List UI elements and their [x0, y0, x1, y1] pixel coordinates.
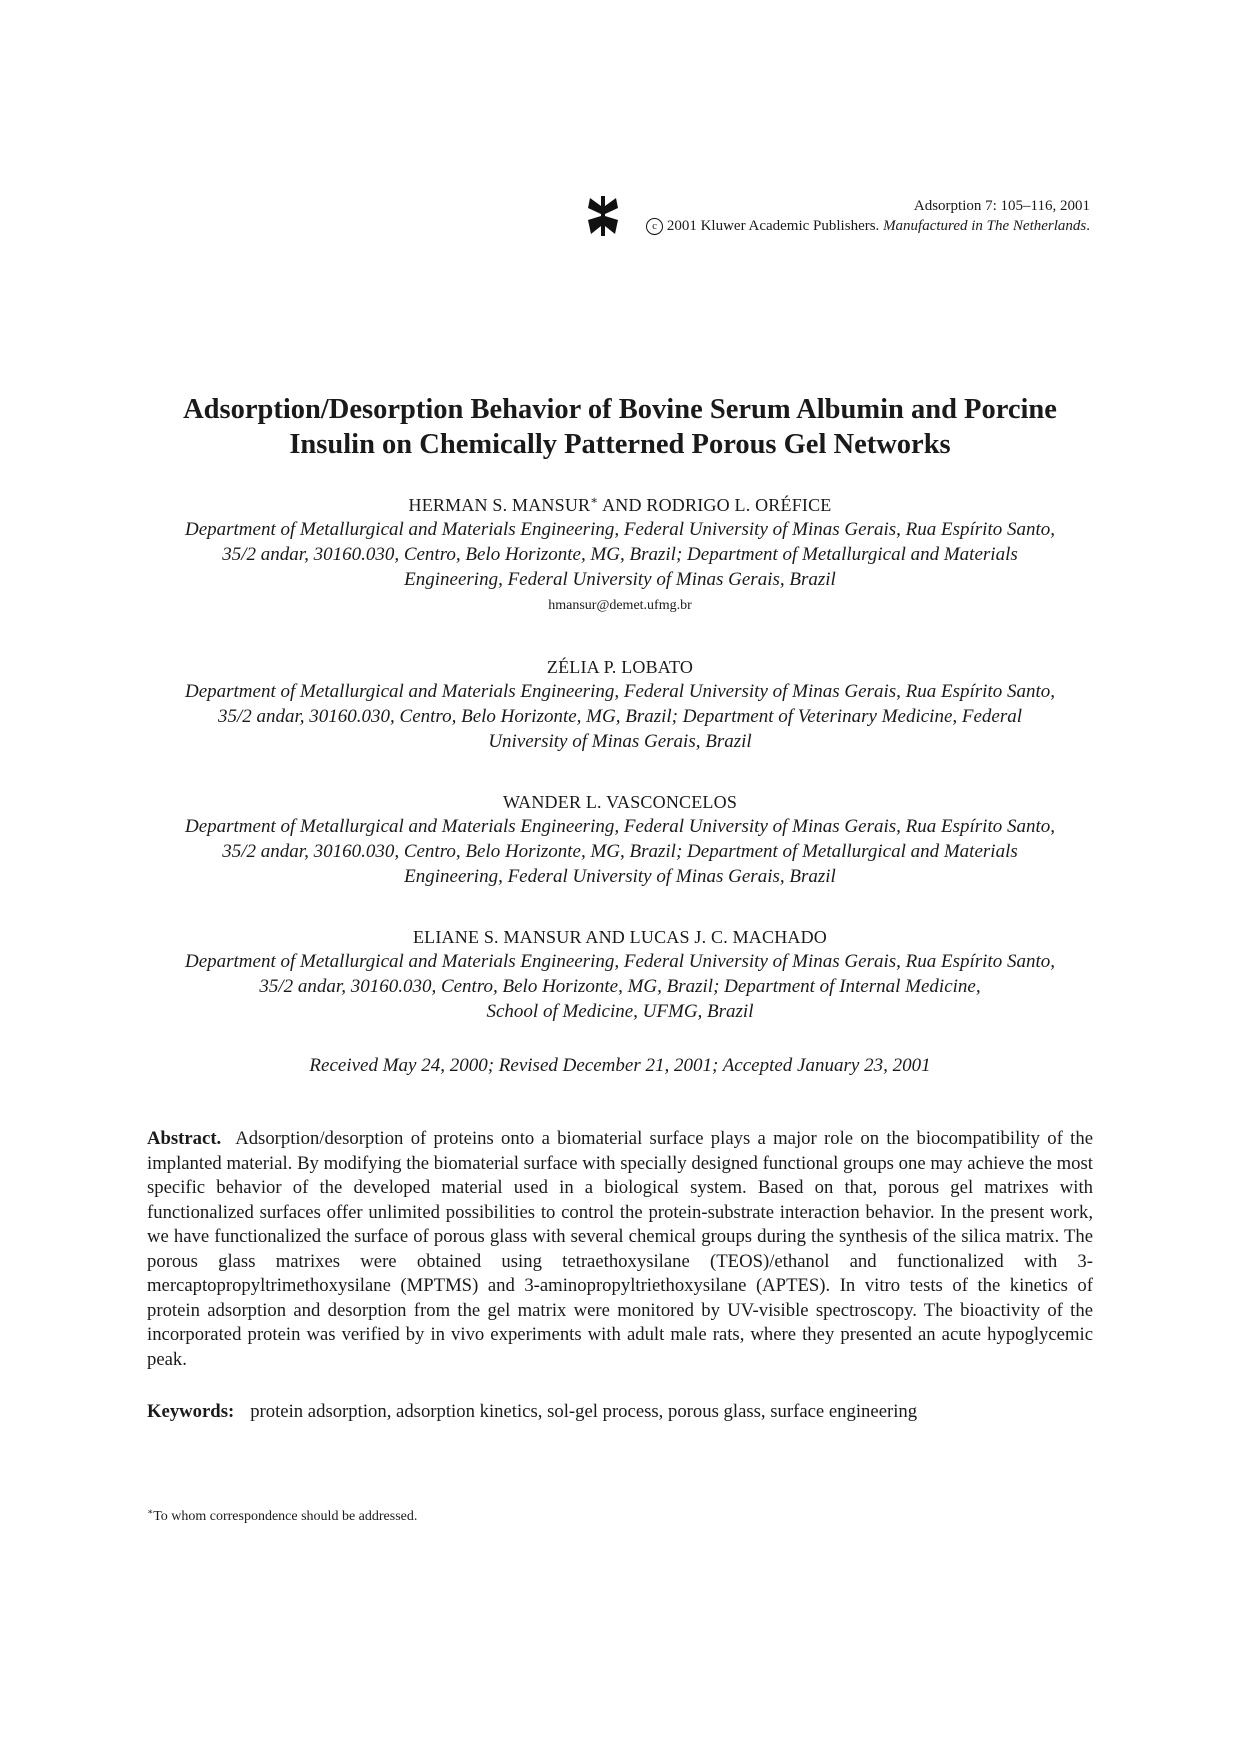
- received-dates: Received May 24, 2000; Revised December 21, 2001; Accepted January 23, 2001: [309, 1055, 931, 1076]
- abstract: [147, 1127, 1093, 1372]
- author-group-4: [130, 925, 1110, 1024]
- author-names: ELIANE S. MANSUR AND LUCAS J. C. MACHADO: [412, 927, 828, 947]
- title-line-1: Adsorption/Desorption Behavior of Bovine Serum Albumin and Porcine: [183, 394, 1057, 425]
- author-names: HERMAN S. MANSUR∗ AND RODRIGO L. ORÉFICE: [408, 494, 832, 515]
- footnote-mark: ∗: [147, 1506, 154, 1517]
- affiliation: Department of Metallurgical and Materials Engineering, Federal University of Minas Gerais, Rua Espírito Santo, 35/2 andar, 30160.030, Centro, Belo Horizonte, MG, Brazil; Department of Veterinary Medicine, Federal University of Minas Gerais, Brazil: [184, 681, 1056, 752]
- author-names: WANDER L. VASCONCELOS: [502, 792, 738, 812]
- keywords-text: protein adsorption, adsorption kinetics, sol-gel process, porous glass, surface engineering: [250, 1401, 918, 1422]
- affiliation: Department of Metallurgical and Materials Engineering, Federal University of Minas Gerais, Rua Espírito Santo, 35/2 andar, 30160.030, Centro, Belo Horizonte, MG, Brazil; Department of Metallurgical and Materials Engineering, Federal University of Minas Gerais, Brazil: [184, 519, 1056, 590]
- author-group-3: [130, 790, 1110, 889]
- keywords-label: Keywords:: [147, 1401, 235, 1422]
- affiliation: Department of Metallurgical and Materials Engineering, Federal University of Minas Gerais, Rua Espírito Santo, 35/2 andar, 30160.030, Centro, Belo Horizonte, MG, Brazil; Department of Metallurgical and Materials Engineering, Federal University of Minas Gerais, Brazil: [184, 816, 1056, 887]
- copyright-line: c 2001 Kluwer Academic Publishers. Manufactured in The Netherlands.: [646, 216, 1090, 236]
- corresponding-mark: ∗: [590, 494, 599, 507]
- footnote-text: To whom correspondence should be addressed.: [153, 1509, 418, 1524]
- paper-title: [0, 392, 1240, 462]
- journal-header: [646, 196, 1090, 236]
- author-email: hmansur@demet.ufmg.br: [548, 598, 692, 613]
- journal-citation: Adsorption 7: 105–116, 2001: [913, 198, 1090, 214]
- affiliation: Department of Metallurgical and Materials Engineering, Federal University of Minas Gerais, Rua Espírito Santo, 35/2 andar, 30160.030, Centro, Belo Horizonte, MG, Brazil; Department of Internal Medicine, School of Medicine, UFMG, Brazil: [184, 951, 1056, 1022]
- copyright-text: 2001 Kluwer Academic Publishers.: [663, 218, 884, 234]
- author-names: ZÉLIA P. LOBATO: [546, 657, 694, 677]
- kluwer-logo-icon: [586, 194, 620, 238]
- title-line-2: Insulin on Chemically Patterned Porous Gel Networks: [289, 429, 951, 460]
- abstract-text: Adsorption/desorption of proteins onto a biomaterial surface plays a major role on the biocompatibility of the implanted material. By modifying the biomaterial surface with specially designed functional groups one may achieve the most specific behavior of the developed material used in a biological system. Based on that, porous gel matrixes with functionalized surfaces offer unlimited possibilities to control the protein-substrate interaction behavior. In the present work, we have functionalized the surface of porous glass with several chemical groups during the synthesis of the silica matrix. The porous glass matrixes were obtained using tetraethoxysilane (TEOS)/ethanol and functionalized with 3-mercaptopropyltrimethoxysilane (MPTMS) and 3-aminopropyltriethoxysilane (APTES). In vitro tests of the kinetics of protein adsorption and desorption from the gel matrix were monitored by UV-visible spectroscopy. The bioactivity of the incorporated protein was verified by in vivo experiments with adult male rats, where they presented an acute hypoglycemic peak.: [147, 1128, 1093, 1370]
- footnote: [147, 1507, 417, 1527]
- manufactured-text: Manufactured in The Netherlands: [883, 218, 1087, 234]
- abstract-label: Abstract.: [147, 1128, 222, 1149]
- copyright-symbol: c: [646, 218, 663, 235]
- author-group-2: [130, 655, 1110, 754]
- keywords: [147, 1400, 1093, 1424]
- author-group-1: [130, 493, 1110, 618]
